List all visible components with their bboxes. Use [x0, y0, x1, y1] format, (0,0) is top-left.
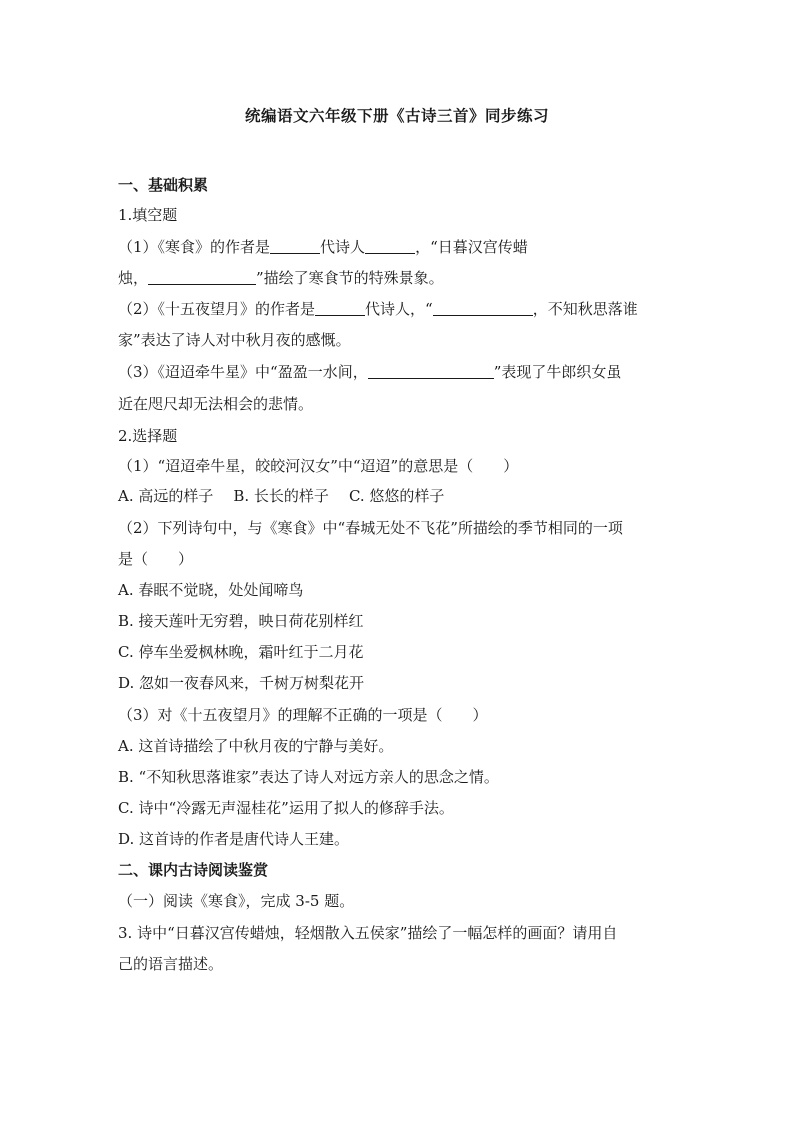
choice-3-option-a[interactable]: A. 这首诗描绘了中秋月夜的宁静与美好。: [118, 737, 394, 755]
fill-item-1-line-2: [118, 268, 444, 288]
fill-item-2-text-c: ，不知秋思落谁: [532, 300, 638, 318]
choice-item-2-stem-line-2: 是（ ）: [118, 550, 194, 568]
fill-item-1-text-b: 代诗人: [320, 238, 366, 256]
answer-blank[interactable]: [368, 364, 494, 379]
choice-3-option-c[interactable]: C. 诗中“冷露无声湿桂花”运用了拟人的修辞手法。: [118, 799, 454, 817]
choice-1-option-a[interactable]: A. 高远的样子: [118, 487, 214, 505]
choice-2-option-d[interactable]: D. 忽如一夜春风来，千树万树梨花开: [118, 674, 365, 692]
question-3-line-1: 3. 诗中“日暮汉宫传蜡烛，轻烟散入五侯家”描绘了一幅怎样的画面？请用自: [118, 924, 618, 942]
choice-item-1-stem: （1）“迢迢牵牛星，皎皎河汉女”中“迢迢”的意思是（ ）: [118, 457, 519, 475]
fill-item-1-line-1: [118, 237, 528, 257]
fill-item-1-text-e: ”描绘了寒食节的特殊景象。: [256, 269, 444, 287]
choice-2-option-b[interactable]: B. 接天莲叶无穷碧，映日荷花别样红: [118, 612, 364, 630]
fill-item-2-text-b: 代诗人，“: [365, 300, 433, 318]
answer-blank[interactable]: [315, 301, 365, 316]
question-3-line-2: 己的语言描述。: [118, 955, 224, 973]
answer-blank[interactable]: [270, 239, 320, 254]
choice-item-3-stem: （3）对《十五夜望月》的理解不正确的一项是（ ）: [118, 706, 488, 724]
fill-item-3-line-1: [118, 362, 621, 382]
choice-1-option-c[interactable]: C. 悠悠的样子: [348, 487, 445, 505]
reading-passage-intro: （一）阅读《寒食》，完成 3-5 题。: [118, 892, 355, 910]
choice-2-option-a[interactable]: A. 春眠不觉晓，处处闻啼鸟: [118, 581, 304, 599]
choice-3-option-d[interactable]: D. 这首诗的作者是唐代诗人王建。: [118, 830, 350, 848]
fill-item-2-line-1: [118, 299, 638, 319]
choice-3-option-b[interactable]: B. “不知秋思落谁家”表达了诗人对远方亲人的思念之情。: [118, 768, 499, 786]
question-heading-fill: 1.填空题: [118, 206, 178, 224]
section-heading-basics: 一、基础积累: [118, 176, 209, 194]
answer-blank[interactable]: [433, 301, 533, 316]
choice-item-2-stem-line-1: （2）下列诗句中，与《寒食》中“春城无处不飞花”所描绘的季节相同的一项: [118, 519, 623, 537]
section-heading-poem-reading: 二、课内古诗阅读鉴赏: [118, 861, 269, 879]
fill-item-1-text-a: （1）《寒食》的作者是: [118, 238, 271, 256]
choice-1-option-b[interactable]: B. 长长的样子: [233, 487, 329, 505]
answer-blank[interactable]: [148, 270, 256, 285]
fill-item-3-text-a: （3）《迢迢牵牛星》中“盈盈一水间，: [118, 363, 368, 381]
fill-item-2-line-2: 家”表达了诗人对中秋月夜的感慨。: [118, 331, 351, 349]
fill-item-3-line-2: 近在咫尺却无法相会的悲情。: [118, 395, 314, 413]
fill-item-1-text-d: 烛，: [118, 269, 149, 287]
page-title: 统编语文六年级下册《古诗三首》同步练习: [244, 106, 549, 125]
answer-blank[interactable]: [365, 239, 415, 254]
choice-item-1-options: [118, 486, 444, 506]
fill-item-2-text-a: （2）《十五夜望月》的作者是: [118, 300, 316, 318]
question-heading-choice: 2.选择题: [118, 427, 178, 445]
fill-item-3-text-b: ”表现了牛郎织女虽: [493, 363, 622, 381]
choice-2-option-c[interactable]: C. 停车坐爱枫林晚，霜叶红于二月花: [118, 643, 364, 661]
fill-item-1-text-c: ，“日暮汉宫传蜡: [415, 238, 528, 256]
